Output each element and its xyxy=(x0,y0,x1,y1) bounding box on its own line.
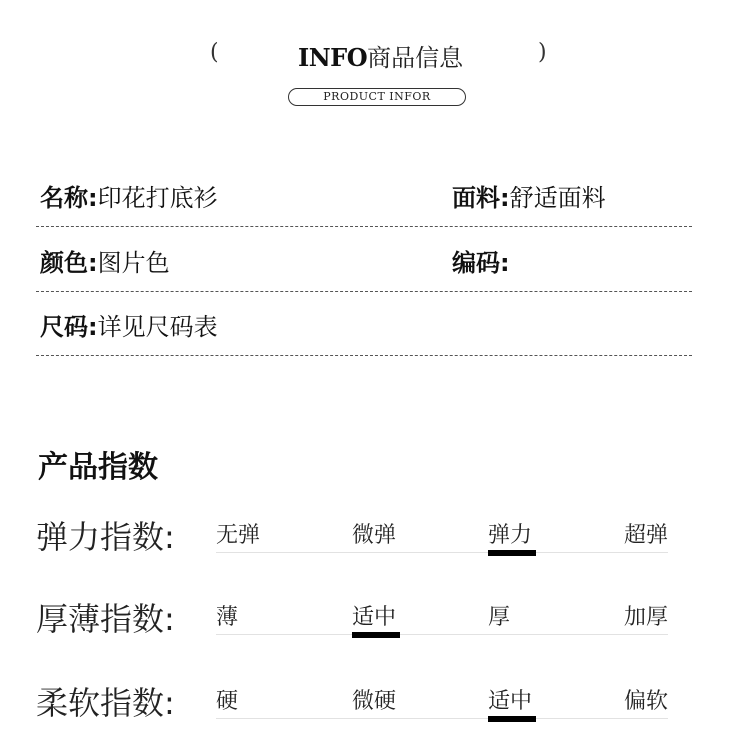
info-label: 面料: xyxy=(452,184,510,212)
info-row xyxy=(36,227,692,292)
info-label: 颜色: xyxy=(40,249,98,277)
info-label: 名称: xyxy=(40,184,98,212)
index-track-line xyxy=(216,634,668,635)
info-row xyxy=(36,291,692,356)
index-track-line xyxy=(216,718,668,719)
index-option xyxy=(216,600,238,631)
index-option-label: 弹力 xyxy=(488,523,533,548)
index-option-label: 厚 xyxy=(488,605,511,630)
info-cell-name xyxy=(40,178,218,213)
index-row-elasticity xyxy=(36,508,676,568)
index-option-label: 偏软 xyxy=(624,689,669,714)
selected-marker xyxy=(488,716,536,722)
info-row xyxy=(36,162,692,227)
info-cell-size xyxy=(40,307,218,342)
section-title-product-index: 产品指数 xyxy=(38,450,158,485)
info-label: 编码: xyxy=(452,249,510,277)
selected-marker xyxy=(488,550,536,556)
index-track-line xyxy=(216,552,668,553)
header-subtitle-pill: PRODUCT INFOR xyxy=(288,88,466,106)
index-option xyxy=(352,684,396,715)
info-value: 详见尺码表 xyxy=(97,313,218,341)
info-cell-color xyxy=(40,243,170,278)
index-label: 厚薄指数: xyxy=(36,600,175,638)
index-option-label: 微弹 xyxy=(352,523,397,548)
header-paren-left: ( xyxy=(210,40,219,65)
index-option xyxy=(216,684,238,715)
index-row-thickness xyxy=(36,590,676,650)
index-option-label: 微硬 xyxy=(352,689,397,714)
info-value: 印花打底衫 xyxy=(97,184,218,212)
selected-marker xyxy=(352,632,400,638)
index-label: 柔软指数: xyxy=(36,684,175,722)
header-paren-right: ) xyxy=(538,40,547,65)
info-cell-code xyxy=(452,243,510,278)
index-option-label: 硬 xyxy=(216,689,239,714)
header-title-cn: 商品信息 xyxy=(367,44,464,72)
index-option xyxy=(352,600,396,631)
index-option xyxy=(624,600,668,631)
header-title xyxy=(298,38,463,73)
header-title-en: INFO xyxy=(298,43,368,72)
index-option-label: 加厚 xyxy=(624,605,669,630)
info-value: 图片色 xyxy=(97,249,170,277)
index-label: 弹力指数: xyxy=(36,518,175,556)
index-option xyxy=(352,518,396,549)
index-option-label: 适中 xyxy=(488,689,533,714)
index-option-label: 适中 xyxy=(352,605,397,630)
index-option xyxy=(488,684,532,715)
info-value: 舒适面料 xyxy=(509,184,606,212)
index-option-label: 无弹 xyxy=(216,523,261,548)
index-option-label: 超弹 xyxy=(624,523,669,548)
index-option xyxy=(216,518,260,549)
index-option xyxy=(624,518,668,549)
info-label: 尺码: xyxy=(40,313,98,341)
index-option xyxy=(488,600,510,631)
index-row-softness xyxy=(36,674,676,734)
index-option xyxy=(624,684,668,715)
index-option-label: 薄 xyxy=(216,605,239,630)
index-option xyxy=(488,518,532,549)
info-cell-fabric xyxy=(452,178,606,213)
